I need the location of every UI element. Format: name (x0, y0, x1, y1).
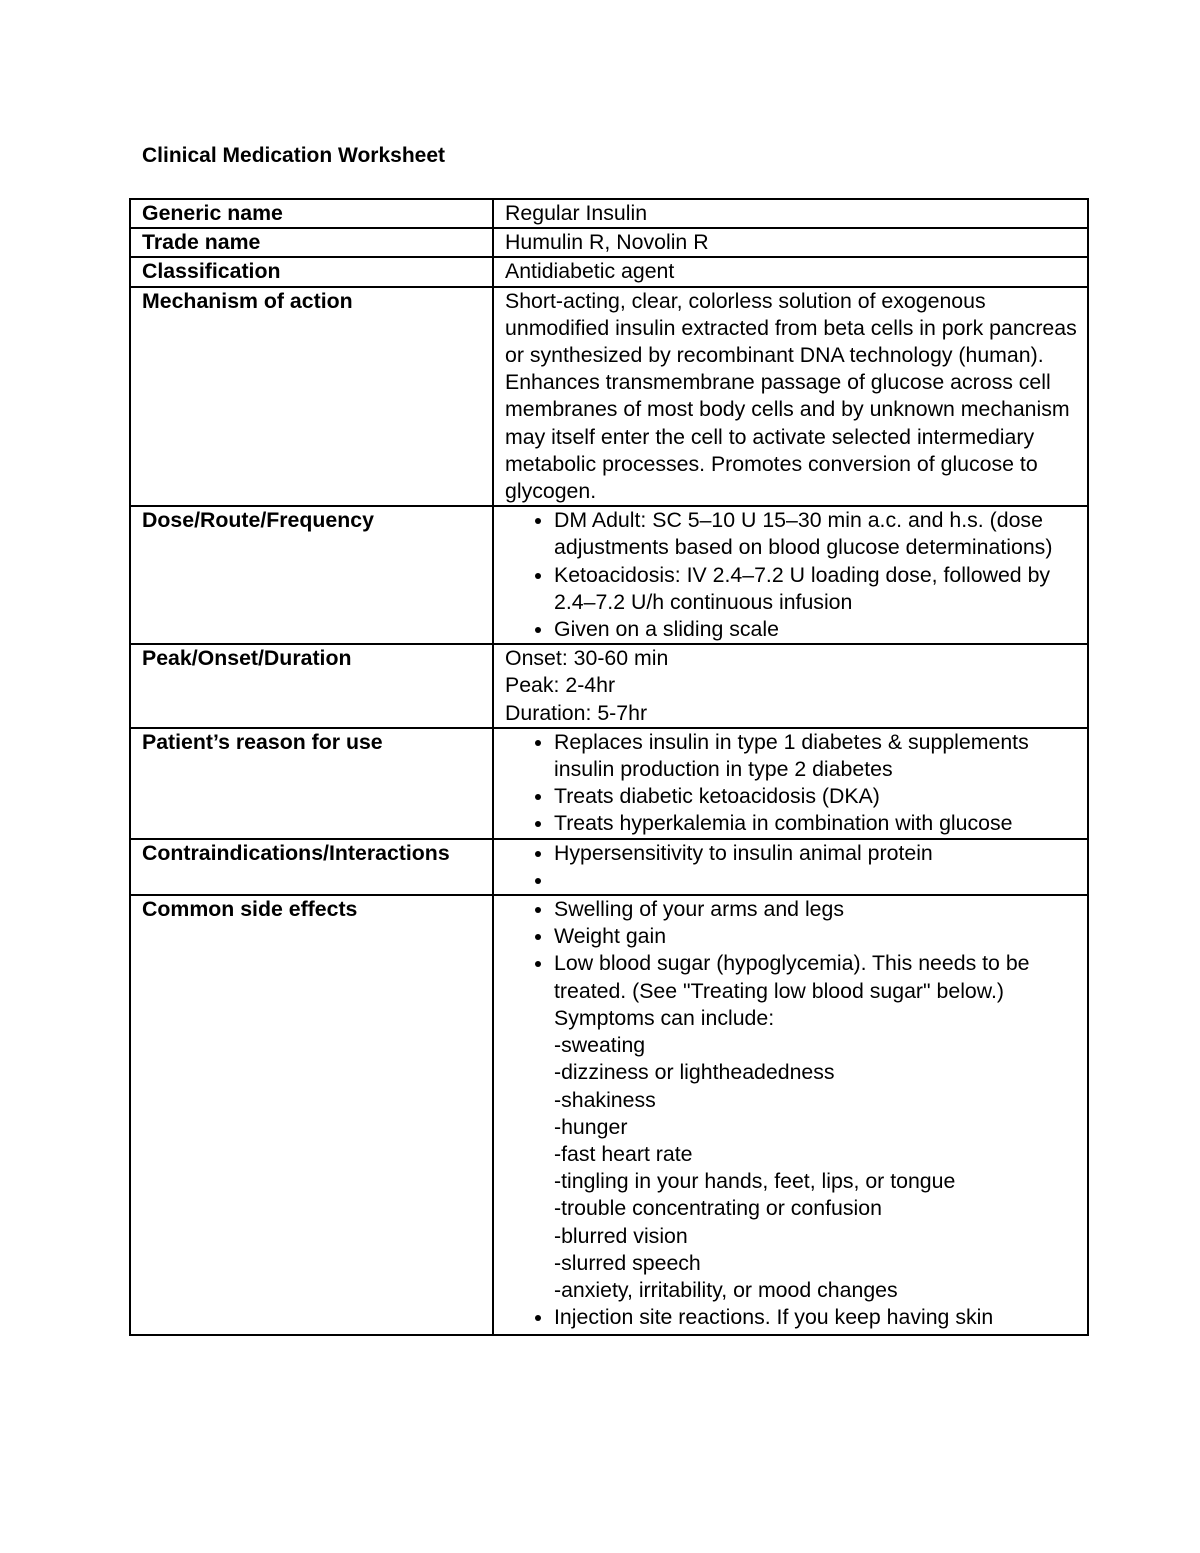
row-label: Contraindications/Interactions (130, 839, 493, 895)
list-item (554, 950, 1077, 1304)
contraindications-list (505, 840, 1077, 894)
symptom-line: -slurred speech (554, 1250, 701, 1275)
reason-list (505, 729, 1077, 838)
symptom-line: -tingling in your hands, feet, lips, or tongue (554, 1169, 956, 1194)
table-row-reason (130, 728, 1088, 839)
symptom-line: -shakiness (554, 1087, 656, 1112)
list-item: • Ketoacidosis: IV 2.4–7.2 U loading dose, followed by 2.4–7.2 U/h continuous infusion (554, 562, 1077, 616)
side-effects-list (505, 896, 1077, 1331)
table-row-classification (130, 257, 1088, 286)
list-item: • Treats diabetic ketoacidosis (DKA) (554, 783, 1077, 810)
table-row-dose (130, 506, 1088, 644)
list-item (554, 867, 1077, 894)
row-label: Trade name (130, 228, 493, 257)
list-item: • Treats hyperkalemia in combination with glucose (554, 810, 1077, 837)
list-item: • Weight gain (554, 923, 1077, 950)
page-title: Clinical Medication Worksheet (142, 144, 446, 167)
list-item: • Hypersensitivity to insulin animal protein (554, 840, 1077, 867)
table-row-generic-name (130, 199, 1088, 228)
list-item: • Given on a sliding scale (554, 616, 1077, 643)
symptom-line: -trouble concentrating or confusion (554, 1196, 882, 1221)
row-label: Patient’s reason for use (130, 728, 493, 839)
table-row-side-effects (130, 895, 1088, 1335)
row-value: Regular Insulin (493, 199, 1088, 228)
row-value: Humulin R, Novolin R (493, 228, 1088, 257)
symptom-line: -anxiety, irritability, or mood changes (554, 1277, 898, 1302)
medication-table (129, 198, 1089, 1336)
list-item-text: Low blood sugar (hypoglycemia). This needs to be treated. (See "Treating low blood sugar" below.) Symptoms can include: (554, 951, 1030, 1030)
symptom-line: -fast heart rate (554, 1141, 693, 1166)
table-row-contraindications (130, 839, 1088, 895)
row-value (493, 728, 1088, 839)
table-row-peak (130, 644, 1088, 728)
table-row-trade-name (130, 228, 1088, 257)
dose-list (505, 507, 1077, 643)
list-item: • Swelling of your arms and legs (554, 896, 1077, 923)
symptom-line: -hunger (554, 1114, 628, 1139)
row-label: Common side effects (130, 895, 493, 1335)
row-label: Classification (130, 257, 493, 286)
row-value: Onset: 30-60 min Peak: 2-4hr Duration: 5-7hr (493, 644, 1088, 728)
symptom-line: -dizziness or lightheadedness (554, 1060, 835, 1085)
row-value: Short-acting, clear, colorless solution of exogenous unmodified insulin extracted from beta cells in pork pancreas or synthesized by recombinant DNA technology (human). Enhances transmembrane passage of glucose across cell membranes of most body cells and by unknown mechanism may itself enter the cell to activate selected intermediary metabolic processes. Promotes conversion of glucose to glycogen. (493, 287, 1088, 507)
symptom-line: -sweating (554, 1033, 646, 1058)
list-item: • DM Adult: SC 5–10 U 15–30 min a.c. and h.s. (dose adjustments based on blood glucose determinations) (554, 507, 1077, 561)
row-value (493, 506, 1088, 644)
row-label: Generic name (130, 199, 493, 228)
list-item: • Injection site reactions. If you keep having skin (554, 1304, 1077, 1331)
row-label: Peak/Onset/Duration (130, 644, 493, 728)
row-value: Antidiabetic agent (493, 257, 1088, 286)
table-row-mechanism (130, 287, 1088, 507)
row-label: Mechanism of action (130, 287, 493, 507)
row-label: Dose/Route/Frequency (130, 506, 493, 644)
row-value (493, 839, 1088, 895)
row-value (493, 895, 1088, 1335)
list-item: • Replaces insulin in type 1 diabetes & supplements insulin production in type 2 diabetes (554, 729, 1077, 783)
symptom-line: -blurred vision (554, 1223, 688, 1248)
